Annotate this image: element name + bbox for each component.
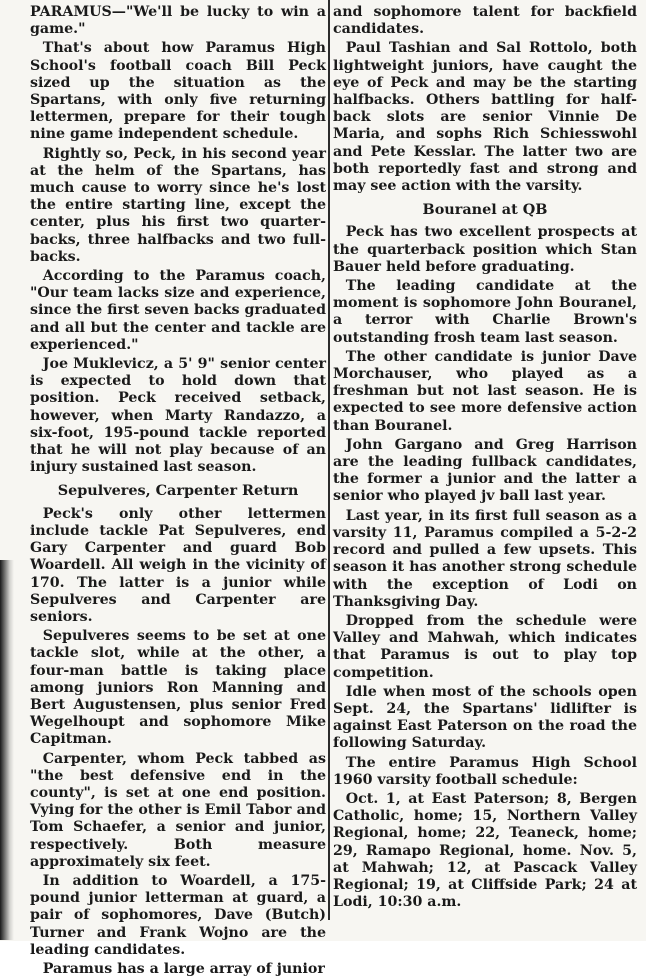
paragraph-continued: and sophomore talent for backfield candidates. xyxy=(333,4,637,38)
paragraph: Rightly so, Peck, in his second year at the helm of the Spartans, has much cause to worry since he's lost the entire starting line, except the center, plus his first two quarter-backs, three halfbacks and two full-backs. xyxy=(30,145,326,265)
paragraph: Joe Muklevicz, a 5' 9" senior center is expected to hold down that position. Peck received setback, however, when Marty Randazzo, a six-foot, 195-pound tackle reported that he will not play because of an injury sustained last season. xyxy=(30,356,326,476)
subheading-bouranel-qb: Bouranel at QB xyxy=(422,201,548,219)
paragraph: Peck's only other lettermen include tackle Pat Sepulveres, end Gary Carpenter and guard Bob Woardell. All weigh in the vicinity of 170. The latter is a junior while Sepulveres and Carpenter are seniors. xyxy=(30,505,326,625)
paragraph: Last year, in its first full season as a varsity 11, Paramus compiled a 5-2-2 record and pulled a few upsets. This season it has another strong schedule with the exception of Lodi on Thanksgiving Day. xyxy=(333,507,637,610)
paragraph: Paramus has a large array of junior xyxy=(42,960,325,977)
paragraph: Dropped from the schedule were Valley and Mahwah, which indicates that Paramus is out to play top competition. xyxy=(333,612,637,681)
column-divider xyxy=(328,0,330,920)
paragraph: Sepulveres seems to be set at one tackle slot, while at the other, a four-man battle is taking place among juniors Ron Manning and Bert Augustensen, plus senior Fred Wegelhoupt and sophomore Mike Capitman. xyxy=(30,628,326,748)
paragraph: The leading candidate at the moment is sophomore John Bouranel, a terror with Charlie Brown's outstanding frosh team last season. xyxy=(333,278,637,346)
paragraph-lede: PARAMUS—"We'll be lucky to win a game." xyxy=(30,4,326,38)
paragraph: The entire Paramus High School 1960 varsity football schedule: xyxy=(333,754,637,788)
scan-edge-shadow xyxy=(0,560,14,940)
paragraph: According to the Paramus coach, "Our team lacks size and experience, since the first seven backs graduated and all but the center and tackle are experienced." xyxy=(30,268,326,353)
paragraph-schedule: Oct. 1, at East Paterson; 8, Bergen Catholic, home; 15, Northern Valley Regional, home; 22, Teaneck, home; 29, Ramapo Regional, home. Nov. 5, at Mahwah; 12, at Pascack Valley Regional; 19, at Cliffside Park; 24 at Lodi, 10:30 a.m. xyxy=(333,790,637,911)
article-column-right xyxy=(333,4,637,913)
paragraph: John Gargano and Greg Harrison are the leading fullback candidates, the former a junior and the latter a senior who played jv ball last year. xyxy=(333,436,637,505)
subheading-sepulveres-carpenter: Sepulveres, Carpenter Return xyxy=(57,482,299,500)
article-column-left xyxy=(30,4,326,980)
paragraph: The other candidate is junior Dave Morchauser, who played as a freshman but not last season. He is expected to see more defensive action than Bouranel. xyxy=(333,348,637,434)
paragraph: Paul Tashian and Sal Rottolo, both lightweight juniors, have caught the eye of Peck and may be the starting halfbacks. Others battling for half-back slots are senior Vinnie De Maria, and sophs Rich Schiesswohl and Pete Kesslar. The latter two are both reportedly fast and strong and may see action with the varsity. xyxy=(333,40,637,195)
paragraph: Carpenter, whom Peck tabbed as "the best defensive end in the county", is set at one end position. Vying for the other is Emil Tabor and Tom Schaefer, a senior and junior, respectively. Both measure approximately six feet. xyxy=(30,750,326,870)
paragraph: In addition to Woardell, a 175-pound junior letterman at guard, a pair of sophomores, Dave (Butch) Turner and Frank Wojno are the leading candidates. xyxy=(30,872,326,958)
paragraph: Peck has two excellent prospects at the quarterback position which Stan Bauer held before graduating. xyxy=(333,224,637,275)
paragraph: Idle when most of the schools open Sept. 24, the Spartans' lidlifter is against East Paterson on the road the following Saturday. xyxy=(333,683,637,752)
paragraph: That's about how Paramus High School's football coach Bill Peck sized up the situation as the Spartans, with only five returning lettermen, prepare for their tough nine game independent schedule. xyxy=(30,40,326,143)
